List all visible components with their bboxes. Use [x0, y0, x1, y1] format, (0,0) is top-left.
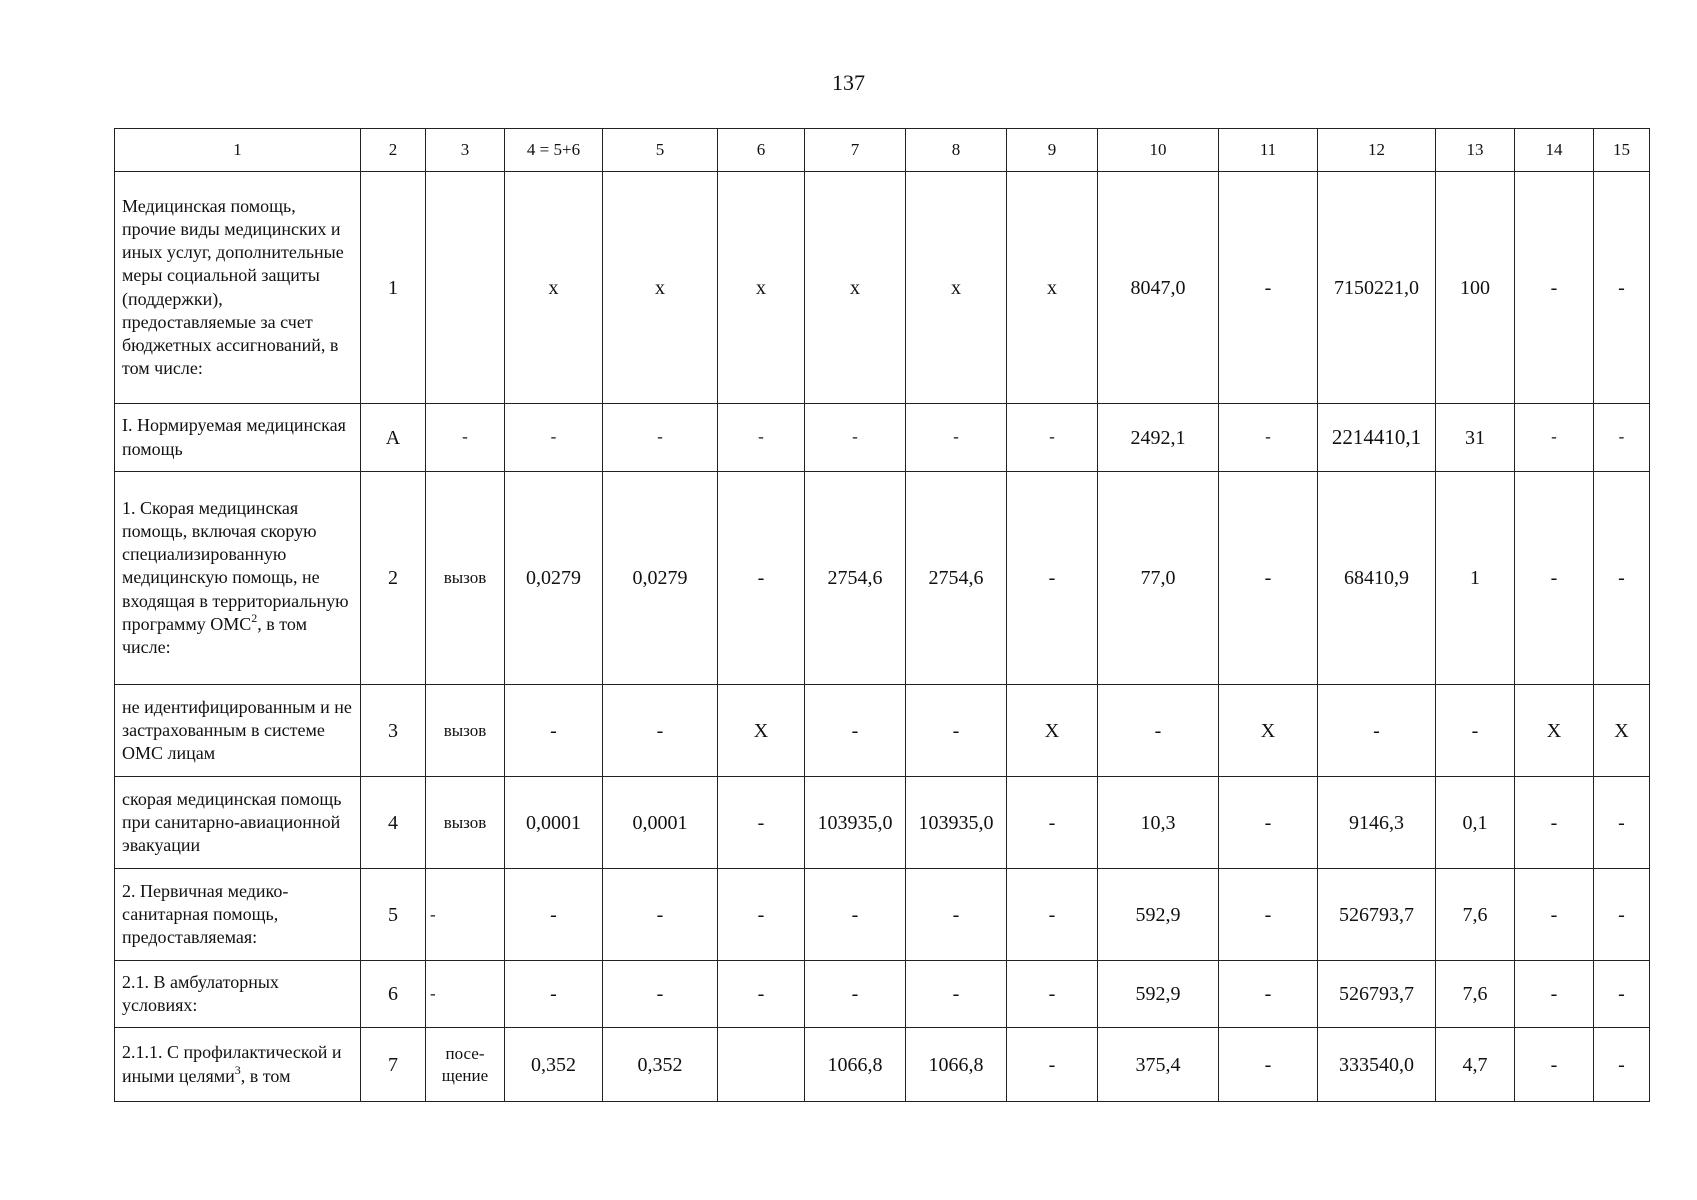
column-header: 5: [603, 129, 718, 172]
table-cell: 526793,7: [1318, 961, 1436, 1028]
table-cell: х: [603, 172, 718, 404]
table-cell: -: [906, 961, 1007, 1028]
table-cell: х: [906, 172, 1007, 404]
table-cell: -: [505, 404, 603, 472]
row-name: [115, 472, 361, 685]
table-cell: 103935,0: [805, 777, 906, 869]
table-cell: 375,4: [1098, 1028, 1219, 1102]
table-cell: -: [1098, 685, 1219, 777]
table-cell: 526793,7: [1318, 869, 1436, 961]
table-cell: 10,3: [1098, 777, 1219, 869]
row-number: 4: [361, 777, 426, 869]
table-cell: 592,9: [1098, 961, 1219, 1028]
row-name-tail: , в том: [240, 1065, 291, 1086]
table-cell: 7,6: [1436, 869, 1515, 961]
table-cell: -: [505, 869, 603, 961]
row-number: 2: [361, 472, 426, 685]
unit-cell: вызов: [426, 777, 505, 869]
row-name: I. Нормируемая медицинская помощь: [115, 404, 361, 472]
table-cell: 0,1: [1436, 777, 1515, 869]
table-cell: -: [805, 404, 906, 472]
table-cell: х: [805, 172, 906, 404]
table-cell: 103935,0: [906, 777, 1007, 869]
column-header: 14: [1515, 129, 1594, 172]
column-header: 9: [1007, 129, 1098, 172]
table-cell: -: [1594, 1028, 1650, 1102]
row-name: не идентифицированным и не застрахованным в системе ОМС лицам: [115, 685, 361, 777]
unit-cell: -: [426, 404, 505, 472]
table-cell: -: [805, 685, 906, 777]
table-cell: -: [718, 404, 805, 472]
table-cell: -: [805, 961, 906, 1028]
table-cell: -: [603, 685, 718, 777]
column-header: 15: [1594, 129, 1650, 172]
budget-table: [114, 128, 1650, 1102]
table-cell: -: [1007, 472, 1098, 685]
table-cell: -: [1515, 869, 1594, 961]
table-cell: X: [1007, 685, 1098, 777]
table-row: [115, 777, 1650, 869]
table-row: [115, 404, 1650, 472]
row-number: 3: [361, 685, 426, 777]
table-cell: -: [1594, 777, 1650, 869]
table-cell: [718, 1028, 805, 1102]
row-name-tail: , в том числе:: [122, 613, 307, 657]
table-cell: X: [1594, 685, 1650, 777]
table-cell: 0,0001: [603, 777, 718, 869]
column-header: 1: [115, 129, 361, 172]
table-cell: -: [1436, 685, 1515, 777]
table-cell: -: [718, 869, 805, 961]
row-number: 6: [361, 961, 426, 1028]
row-number: 5: [361, 869, 426, 961]
row-number: 7: [361, 1028, 426, 1102]
table-cell: -: [1219, 869, 1318, 961]
row-name-text: 2.1.1. С профилактической и иными целями: [122, 1042, 342, 1086]
table-cell: -: [1007, 869, 1098, 961]
table-cell: 7,6: [1436, 961, 1515, 1028]
table-cell: -: [1515, 472, 1594, 685]
footnote-marker: 2: [251, 610, 258, 625]
table-cell: 2754,6: [906, 472, 1007, 685]
table-cell: -: [805, 869, 906, 961]
column-header: 11: [1219, 129, 1318, 172]
table-row: [115, 869, 1650, 961]
table-cell: 2214410,1: [1318, 404, 1436, 472]
row-name: 2. Первичная медико-санитарная помощь, предоставляемая:: [115, 869, 361, 961]
table-cell: -: [1219, 404, 1318, 472]
row-number: 1: [361, 172, 426, 404]
unit-cell: вызов: [426, 685, 505, 777]
table-cell: -: [906, 869, 1007, 961]
row-name: Медицинская помощь, прочие виды медицинских и иных услуг, дополнительные меры социальной защиты (поддержки), предоставляемые за счет бюджетных ассигнований, в том числе:: [115, 172, 361, 404]
table-cell: 4,7: [1436, 1028, 1515, 1102]
table-cell: -: [1007, 1028, 1098, 1102]
table-cell: -: [1007, 961, 1098, 1028]
table-cell: 31: [1436, 404, 1515, 472]
table-cell: -: [1219, 777, 1318, 869]
table-cell: 0,0279: [505, 472, 603, 685]
table-cell: -: [718, 777, 805, 869]
table-cell: X: [1219, 685, 1318, 777]
row-name: 2.1. В амбулаторных условиях:: [115, 961, 361, 1028]
column-header: 7: [805, 129, 906, 172]
footnote-marker: 3: [234, 1062, 241, 1077]
table-cell: X: [718, 685, 805, 777]
row-name: скорая медицинская помощь при санитарно-авиационной эвакуации: [115, 777, 361, 869]
column-header: 10: [1098, 129, 1219, 172]
unit-cell: вызов: [426, 472, 505, 685]
table-cell: -: [1515, 1028, 1594, 1102]
table-cell: X: [1515, 685, 1594, 777]
unit-cell: посе-щение: [426, 1028, 505, 1102]
table-cell: 9146,3: [1318, 777, 1436, 869]
table-cell: 2492,1: [1098, 404, 1219, 472]
table-cell: 0,352: [505, 1028, 603, 1102]
table-cell: -: [1515, 961, 1594, 1028]
table-cell: -: [1515, 172, 1594, 404]
column-header: 13: [1436, 129, 1515, 172]
table-cell: -: [1007, 404, 1098, 472]
table-cell: 7150221,0: [1318, 172, 1436, 404]
column-header: 8: [906, 129, 1007, 172]
column-header: 2: [361, 129, 426, 172]
table-cell: -: [906, 404, 1007, 472]
column-header: 6: [718, 129, 805, 172]
table-cell: -: [718, 472, 805, 685]
table-cell: 77,0: [1098, 472, 1219, 685]
table-cell: 333540,0: [1318, 1028, 1436, 1102]
table-cell: -: [505, 961, 603, 1028]
unit-cell: [426, 172, 505, 404]
table-cell: -: [1515, 777, 1594, 869]
table-cell: 0,352: [603, 1028, 718, 1102]
table-cell: -: [1594, 961, 1650, 1028]
table-row: [115, 685, 1650, 777]
column-number-header-row: [115, 129, 1650, 172]
row-name-text: 1. Скорая медицинская помощь, включая скорую специализированную медицинскую помощь, не входящая в территориальную программу ОМС: [122, 498, 349, 634]
table-cell: -: [603, 869, 718, 961]
table-cell: 0,0279: [603, 472, 718, 685]
table-cell: 2754,6: [805, 472, 906, 685]
table-cell: 1: [1436, 472, 1515, 685]
table-cell: -: [1219, 1028, 1318, 1102]
column-header: 12: [1318, 129, 1436, 172]
table-cell: -: [1594, 404, 1650, 472]
table-cell: -: [1515, 404, 1594, 472]
table-cell: -: [603, 404, 718, 472]
table-cell: -: [1318, 685, 1436, 777]
table-cell: 592,9: [1098, 869, 1219, 961]
table-cell: -: [1594, 472, 1650, 685]
column-header: 4 = 5+6: [505, 129, 603, 172]
table-cell: 68410,9: [1318, 472, 1436, 685]
table-cell: -: [1219, 961, 1318, 1028]
table-cell: х: [1007, 172, 1098, 404]
table-cell: 0,0001: [505, 777, 603, 869]
table-cell: 1066,8: [805, 1028, 906, 1102]
row-name: [115, 1028, 361, 1102]
table-cell: -: [906, 685, 1007, 777]
unit-cell: -: [426, 961, 505, 1028]
table-cell: х: [505, 172, 603, 404]
table-cell: 1066,8: [906, 1028, 1007, 1102]
table-row: [115, 472, 1650, 685]
table-row: [115, 172, 1650, 404]
table-cell: -: [1219, 472, 1318, 685]
table-row: [115, 1028, 1650, 1102]
table-cell: 8047,0: [1098, 172, 1219, 404]
table-cell: 100: [1436, 172, 1515, 404]
table-cell: -: [1594, 172, 1650, 404]
table-cell: -: [1594, 869, 1650, 961]
row-number: А: [361, 404, 426, 472]
table-cell: -: [505, 685, 603, 777]
table-cell: -: [603, 961, 718, 1028]
table-cell: -: [1219, 172, 1318, 404]
page-number: 137: [832, 70, 865, 95]
column-header: 3: [426, 129, 505, 172]
table-cell: -: [1007, 777, 1098, 869]
table-cell: -: [718, 961, 805, 1028]
table-cell: х: [718, 172, 805, 404]
table-row: [115, 961, 1650, 1028]
unit-cell: -: [426, 869, 505, 961]
